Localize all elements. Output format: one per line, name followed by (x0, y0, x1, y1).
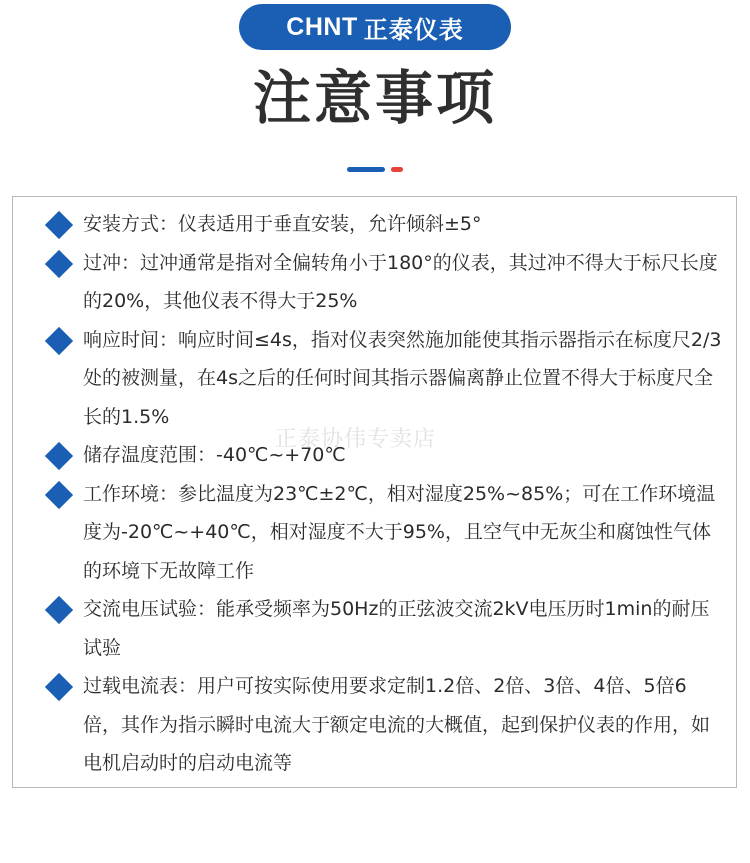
note-item-overshoot (43, 244, 723, 321)
note-item-working-environment (43, 475, 723, 591)
divider-red-bar (391, 167, 403, 172)
diamond-bullet-icon (45, 211, 73, 239)
diamond-bullet-icon (45, 596, 73, 624)
brand-logo (239, 4, 511, 50)
diamond-bullet-icon (45, 326, 73, 354)
brand-logo-cn-text: 正泰仪表 (363, 15, 464, 44)
divider-blue-bar (347, 167, 385, 172)
diamond-bullet-icon (45, 442, 73, 470)
store-watermark: 正泰协伟专卖店 (275, 427, 437, 452)
note-item-ac-voltage-test (43, 590, 723, 667)
note-item-overload-ammeter (43, 667, 723, 783)
note-item-storage-temperature (43, 436, 723, 475)
note-text: 过冲：过冲通常是指对全偏转角小于180°的仪表，其过冲不得大于标尺长度的20%，其他仪表不得大于25% (83, 251, 718, 312)
note-item-installation (43, 205, 723, 244)
note-text: 工作环境：参比温度为23℃±2℃，相对湿度25%~85%；可在工作环境温度为-20℃~+40℃，相对湿度不大于95%，且空气中无灰尘和腐蚀性气体的环境下无故障工作 (83, 482, 716, 582)
title-divider (347, 167, 405, 172)
diamond-bullet-icon (45, 249, 73, 277)
diamond-bullet-icon (45, 480, 73, 508)
note-text: 安装方式：仪表适用于垂直安装，允许倾斜±5° (83, 213, 482, 235)
notes-box (12, 196, 737, 788)
diamond-bullet-icon (45, 673, 73, 701)
note-text: 过载电流表：用户可按实际使用要求定制1.2倍、2倍、3倍、4倍、5倍6倍，其作为指示瞬时电流大于额定电流的大概值，起到保护仪表的作用，如电机启动时的启动电流等 (83, 675, 711, 774)
brand-logo-text: CHNT (286, 12, 358, 41)
page-title: 注意事项 (252, 64, 497, 132)
note-text: 储存温度范围：-40℃~+70℃ (83, 444, 346, 466)
note-text: 响应时间：响应时间≤4s，指对仪表突然施加能使其指示器指示在标度尺2/3处的被测量，在4s之后的任何时间其指示器偏离静止位置不得大于标度尺全长的1.5% (83, 328, 722, 428)
notes-list (43, 205, 723, 783)
note-text: 交流电压试验：能承受频率为50Hz的正弦波交流2kV电压历时1min的耐压试验 (83, 598, 710, 659)
note-item-response-time (43, 321, 723, 437)
